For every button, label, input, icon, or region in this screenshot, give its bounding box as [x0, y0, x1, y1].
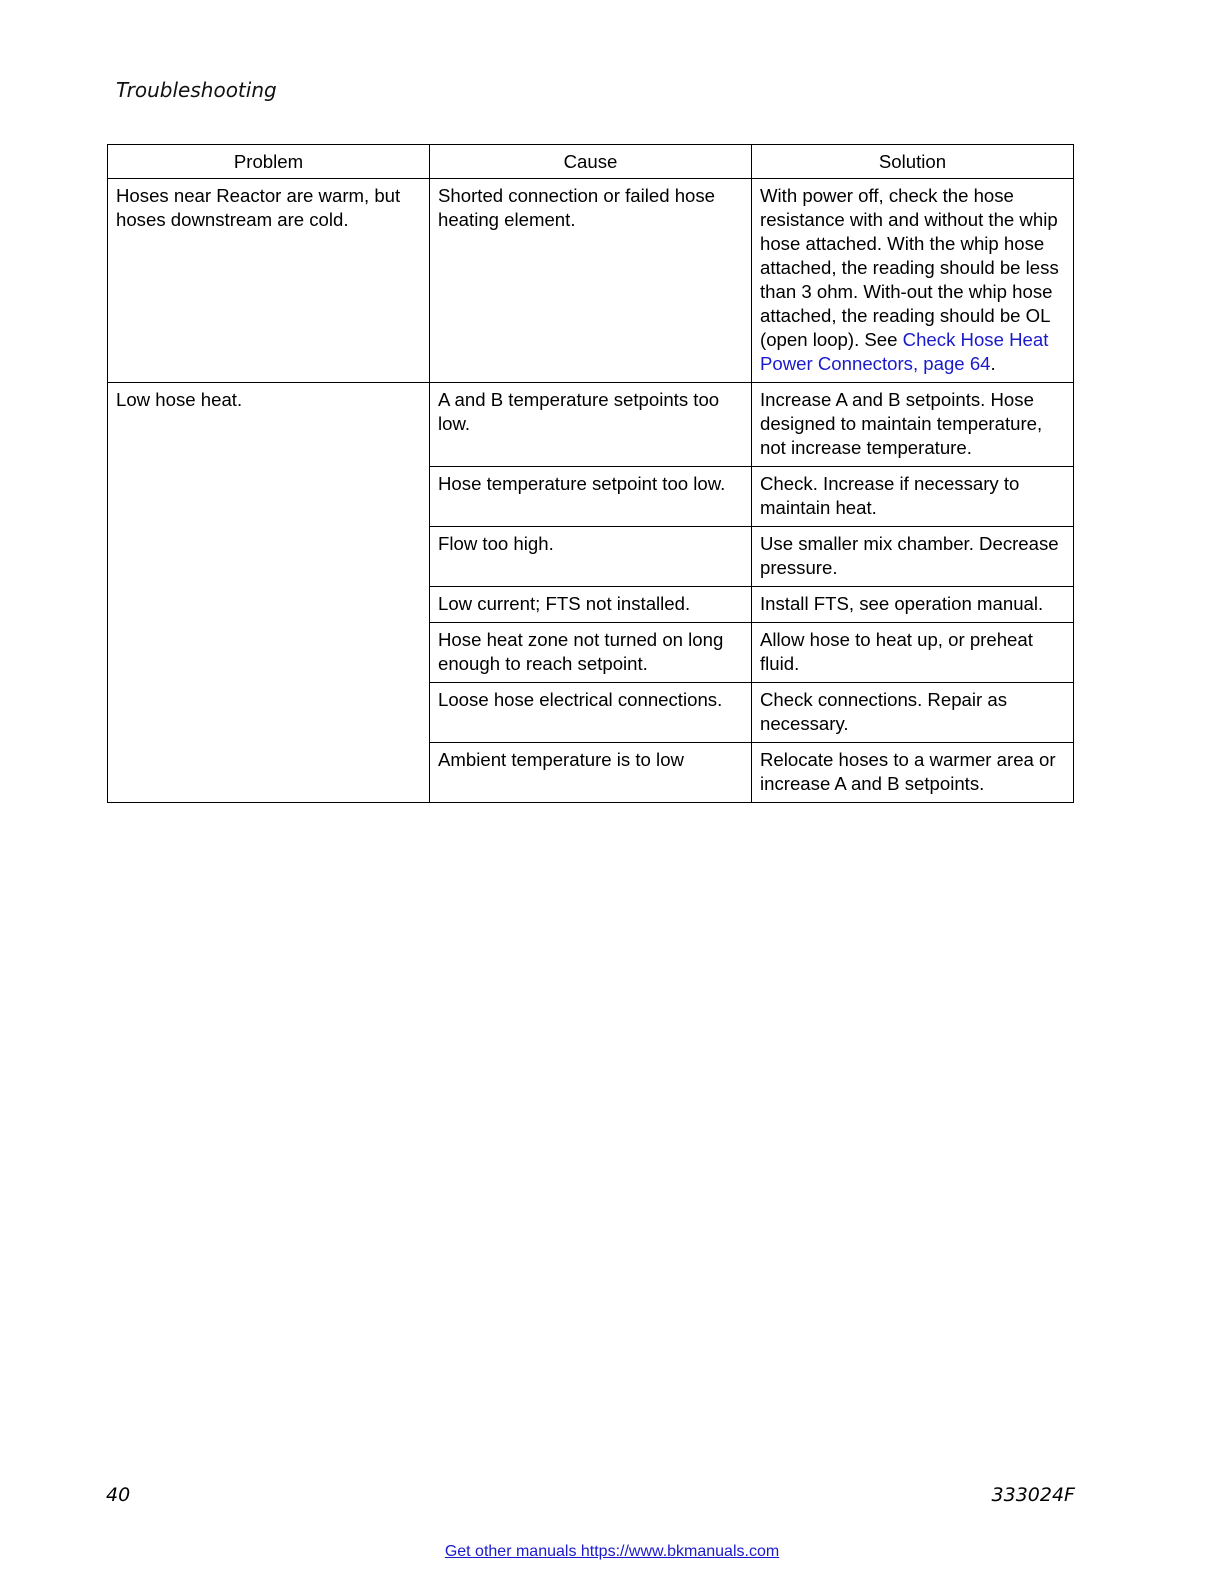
cause-cell: Loose hose electrical connections. [430, 683, 752, 743]
section-title: Troubleshooting [116, 78, 277, 102]
cause-cell: A and B temperature setpoints too low. [430, 383, 752, 467]
header-solution: Solution [752, 145, 1074, 179]
troubleshooting-table [107, 144, 1074, 803]
table-row [108, 383, 1074, 467]
header-problem: Problem [108, 145, 430, 179]
cause-cell: Shorted connection or failed hose heating element. [430, 179, 752, 383]
solution-cell: Allow hose to heat up, or preheat fluid. [752, 623, 1074, 683]
footer-manuals-link[interactable]: Get other manuals https://www.bkmanuals.com [444, 1543, 780, 1560]
table-header-row [108, 145, 1074, 179]
document-number: 333024F [991, 1484, 1075, 1506]
cause-cell: Hose temperature setpoint too low. [430, 467, 752, 527]
solution-cell: Relocate hoses to a warmer area or increase A and B setpoints. [752, 743, 1074, 803]
check-hose-heat-link[interactable]: Check Hose Heat Power Connectors, page 64 [760, 329, 1049, 374]
problem-cell: Low hose heat. [108, 383, 430, 803]
solution-cell [752, 179, 1074, 383]
solution-end: . [990, 353, 996, 374]
solution-cell: Install FTS, see operation manual. [752, 587, 1074, 623]
header-cause: Cause [430, 145, 752, 179]
cause-cell: Ambient temperature is to low [430, 743, 752, 803]
cause-cell: Low current; FTS not installed. [430, 587, 752, 623]
solution-cell: Increase A and B setpoints. Hose designed to maintain temperature, not increase temperature. [752, 383, 1074, 467]
solution-text: With power off, check the hose resistance with and without the whip hose attached. With the whip hose attached, the reading should be less than 3 ohm. With-out the whip hose attached, the reading should be OL (open loop). See [760, 185, 1059, 350]
cause-cell: Flow too high. [430, 527, 752, 587]
solution-cell: Use smaller mix chamber. Decrease pressure. [752, 527, 1074, 587]
page-number: 40 [106, 1484, 131, 1506]
cause-cell: Hose heat zone not turned on long enough to reach setpoint. [430, 623, 752, 683]
solution-cell: Check connections. Repair as necessary. [752, 683, 1074, 743]
problem-cell: Hoses near Reactor are warm, but hoses downstream are cold. [108, 179, 430, 383]
solution-cell: Check. Increase if necessary to maintain heat. [752, 467, 1074, 527]
table-row [108, 179, 1074, 383]
